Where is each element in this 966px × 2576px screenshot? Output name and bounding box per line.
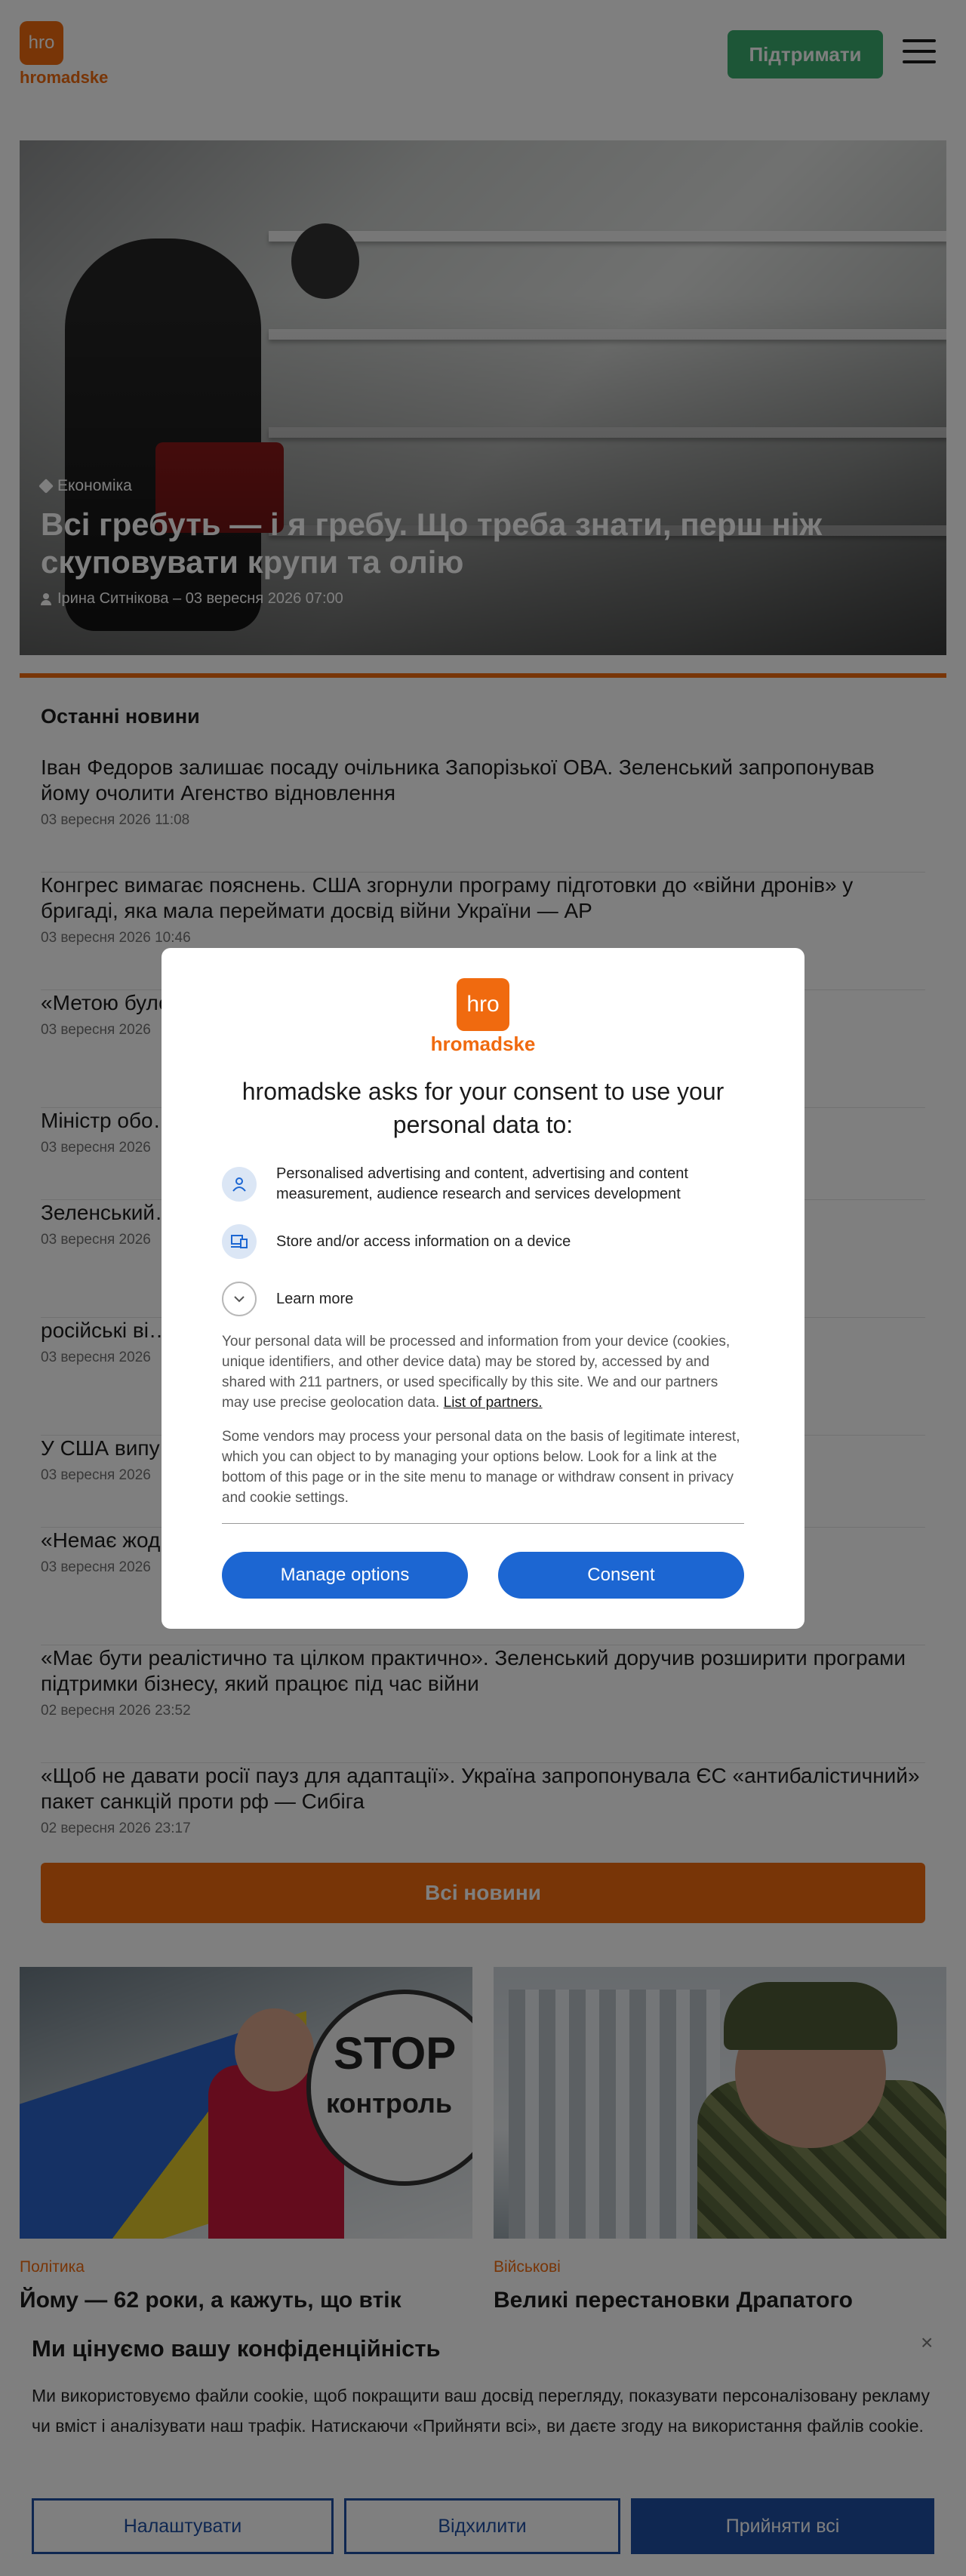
person-icon bbox=[222, 1167, 257, 1202]
consent-logo-mark: hro bbox=[457, 978, 509, 1031]
chevron-down-icon[interactable] bbox=[222, 1282, 257, 1316]
consent-button[interactable]: Consent bbox=[498, 1552, 744, 1599]
consent-purpose bbox=[222, 1164, 744, 1205]
consent-paragraph-text: Your personal data will be processed and information from your device (cookies, unique identifiers, and other device data) may be stored by, accessed by and shared with 211 partners, or used specifically by this site. We and our partners may use precise geolocation data. bbox=[222, 1334, 731, 1411]
consent-paragraph bbox=[222, 1331, 744, 1413]
partners-link[interactable]: List of partners. bbox=[443, 1395, 543, 1411]
consent-dialog bbox=[162, 948, 804, 1629]
consent-logo-text: hromadske bbox=[430, 1033, 536, 1055]
consent-title: hromadske asks for your consent to use your personal data to: bbox=[242, 1078, 724, 1138]
learn-more-label[interactable]: Learn more bbox=[276, 1290, 354, 1307]
manage-options-button[interactable]: Manage options bbox=[222, 1552, 468, 1599]
device-icon bbox=[222, 1224, 257, 1259]
learn-more-toggle[interactable] bbox=[222, 1282, 744, 1316]
divider bbox=[222, 1523, 744, 1524]
consent-paragraph-2: Some vendors may process your personal data on the basis of legitimate interest, which you can object to by managing your options below. Look for a link at the bottom of this page or in the site menu to manage or withdraw consent in privacy and cookie settings. bbox=[222, 1429, 740, 1506]
consent-purpose-text: Personalised advertising and content, advertising and content measurement, audience research and services development bbox=[276, 1165, 688, 1202]
consent-purpose bbox=[222, 1224, 744, 1259]
consent-purpose-text: Store and/or access information on a device bbox=[276, 1233, 571, 1250]
